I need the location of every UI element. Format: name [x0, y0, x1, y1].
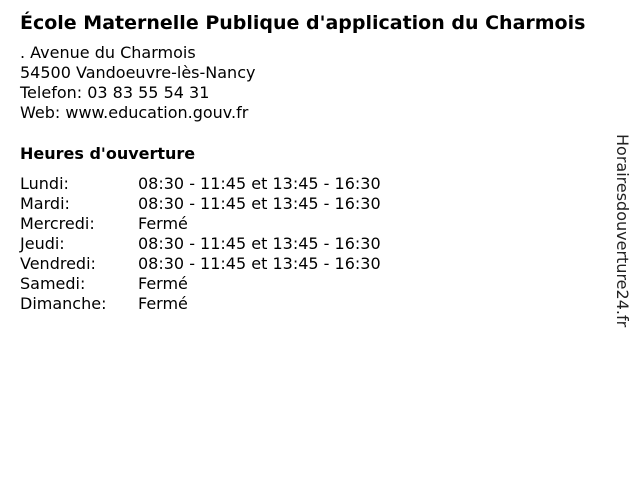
hours-row-wednesday [20, 214, 381, 234]
day-label: Samedi: [20, 274, 86, 293]
time-value: 08:30 - 11:45 et 13:45 - 16:30 [138, 174, 381, 193]
day-label: Vendredi: [20, 254, 96, 273]
day-label: Mercredi: [20, 214, 95, 233]
hours-row-sunday [20, 294, 381, 314]
time-value: 08:30 - 11:45 et 13:45 - 16:30 [138, 194, 381, 213]
day-label: Mardi: [20, 194, 70, 213]
hours-table [20, 174, 381, 314]
business-name: École Maternelle Publique d'application du Charmois [20, 12, 586, 34]
website: Web: www.education.gouv.fr [20, 103, 249, 122]
hours-row-monday [20, 174, 381, 194]
time-value: Fermé [138, 274, 188, 293]
day-label: Lundi: [20, 174, 69, 193]
time-value: 08:30 - 11:45 et 13:45 - 16:30 [138, 234, 381, 253]
hours-row-friday [20, 254, 381, 274]
hours-row-saturday [20, 274, 381, 294]
time-value: Fermé [138, 214, 188, 233]
time-value: Fermé [138, 294, 188, 313]
address-street: . Avenue du Charmois [20, 43, 196, 62]
day-label: Dimanche: [20, 294, 107, 313]
site-watermark: Horairesdouverture24.fr [613, 134, 632, 328]
hours-heading: Heures d'ouverture [20, 144, 196, 163]
hours-row-tuesday [20, 194, 381, 214]
hours-row-thursday [20, 234, 381, 254]
phone-number: Telefon: 03 83 55 54 31 [20, 83, 210, 102]
time-value: 08:30 - 11:45 et 13:45 - 16:30 [138, 254, 381, 273]
day-label: Jeudi: [20, 234, 65, 253]
address-block [20, 43, 255, 123]
address-city: 54500 Vandoeuvre-lès-Nancy [20, 63, 256, 82]
